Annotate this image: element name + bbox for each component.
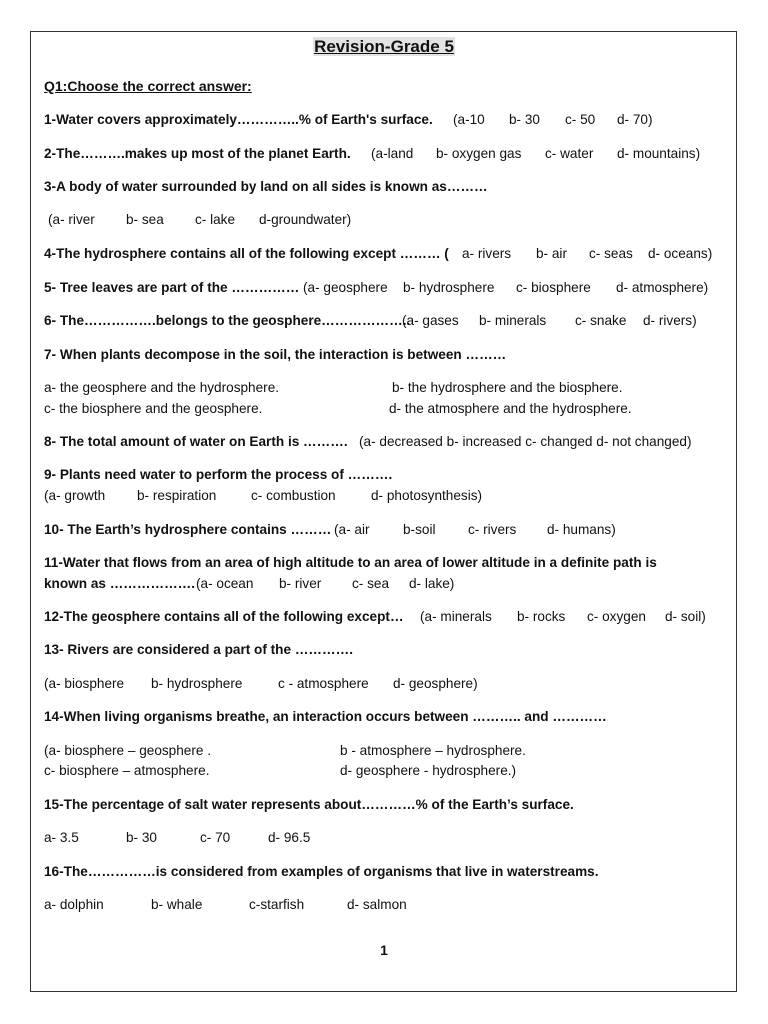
question-12-option-d: d- soil) <box>665 609 706 624</box>
question-2-option-b: b- oxygen gas <box>436 146 522 161</box>
question-14-option-c: c- biosphere – atmosphere. <box>44 763 210 778</box>
question-4-stem: 4-The hydrosphere contains all of the following except ……… ( <box>44 246 449 261</box>
question-9-option-a: (a- growth <box>44 488 106 503</box>
question-15-option-d: d- 96.5 <box>268 830 311 845</box>
question-9-option-d: d- photosynthesis) <box>371 488 483 503</box>
question-4-option-b: b- air <box>536 246 567 261</box>
question-4-option-c: c- seas <box>589 246 633 261</box>
question-11-option-c: c- sea <box>352 576 390 591</box>
question-12-option-b: b- rocks <box>517 609 566 624</box>
question-5-option-a: (a- geosphere <box>303 280 388 295</box>
question-10-stem: 10- The Earth’s hydrosphere contains ……… <box>44 522 332 537</box>
question-6-option-a: (a- gases <box>402 313 459 328</box>
question-6-option-b: b- minerals <box>479 313 547 328</box>
question-8-stem: 8- The total amount of water on Earth is ………. <box>44 434 348 449</box>
question-7-option-a: a- the geosphere and the hydrosphere. <box>44 380 280 395</box>
question-4-option-d: d- oceans) <box>648 246 713 261</box>
question-12-option-c: c- oxygen <box>587 609 646 624</box>
question-16-option-a: a- dolphin <box>44 897 104 912</box>
question-1-option-c: c- 50 <box>565 112 596 127</box>
question-1-option-b: b- 30 <box>509 112 540 127</box>
question-13-option-d: d- geosphere) <box>393 676 478 691</box>
page-number: 1 <box>380 942 388 958</box>
question-3-option-d: d-groundwater) <box>259 212 352 227</box>
question-15-stem: 15-The percentage of salt water represents about…………% of the Earth’s surface. <box>44 797 574 812</box>
question-15-option-a: a- 3.5 <box>44 830 79 845</box>
question-3-option-b: b- sea <box>126 212 164 227</box>
question-3-stem: 3-A body of water surrounded by land on all sides is known as……… <box>44 179 488 194</box>
question-14-option-a: (a- biosphere – geosphere . <box>44 743 212 758</box>
section-heading: Q1:Choose the correct answer: <box>44 78 252 94</box>
question-3-option-a: (a- river <box>48 212 95 227</box>
question-2-option-c: c- water <box>545 146 594 161</box>
question-1-stem: 1-Water covers approximately…………..% of Earth's surface. <box>44 112 433 127</box>
question-7-stem: 7- When plants decompose in the soil, the interaction is between ……… <box>44 347 507 362</box>
question-14-stem: 14-When living organisms breathe, an interaction occurs between ……….. and ………… <box>44 709 607 724</box>
page-title: Revision-Grade 5 <box>314 37 454 56</box>
question-10-option-b: b-soil <box>403 522 436 537</box>
question-16-option-b: b- whale <box>151 897 203 912</box>
question-2-stem: 2-The……….makes up most of the planet Earth. <box>44 146 351 161</box>
question-10-option-c: c- rivers <box>468 522 517 537</box>
question-9-option-c: c- combustion <box>251 488 336 503</box>
question-11-option-b: b- river <box>279 576 322 591</box>
question-5-option-d: d- atmosphere) <box>616 280 709 295</box>
question-13-option-a: (a- biosphere <box>44 676 125 691</box>
question-11-stem-line-1: 11-Water that flows from an area of high altitude to an area of lower altitude in a definite path is <box>44 555 657 570</box>
question-10-option-a: (a- air <box>334 522 370 537</box>
question-5-option-c: c- biosphere <box>516 280 591 295</box>
question-9-stem: 9- Plants need water to perform the process of ………. <box>44 467 393 482</box>
question-8-options: (a- decreased b- increased c- changed d- not changed) <box>359 434 692 449</box>
question-4-option-a: a- rivers <box>462 246 512 261</box>
question-9-option-b: b- respiration <box>137 488 217 503</box>
question-13-option-b: b- hydrosphere <box>151 676 243 691</box>
question-14-option-d: d- geosphere - hydrosphere.) <box>340 763 517 778</box>
question-2-option-d: d- mountains) <box>617 146 701 161</box>
question-6-stem: 6- The…………….belongs to the geosphere……………….. <box>44 313 411 328</box>
question-11-option-a: (a- ocean <box>196 576 254 591</box>
question-16-option-c: c-starfish <box>249 897 305 912</box>
question-6-option-d: d- rivers) <box>643 313 697 328</box>
page-border <box>30 31 737 992</box>
question-16-option-d: d- salmon <box>347 897 407 912</box>
question-5-stem: 5- Tree leaves are part of the …………… <box>44 280 300 295</box>
question-13-stem: 13- Rivers are considered a part of the …………. <box>44 642 353 657</box>
question-3-option-c: c- lake <box>195 212 236 227</box>
question-1-option-d: d- 70) <box>617 112 653 127</box>
question-7-option-c: c- the biosphere and the geosphere. <box>44 401 263 416</box>
question-15-option-c: c- 70 <box>200 830 231 845</box>
question-14-option-b: b - atmosphere – hydrosphere. <box>340 743 526 758</box>
question-16-stem: 16-The……………is considered from examples of organisms that live in waterstreams. <box>44 864 599 879</box>
question-11-option-d: d- lake) <box>409 576 455 591</box>
question-12-stem: 12-The geosphere contains all of the following except… <box>44 609 404 624</box>
question-2-option-a: (a-land <box>371 146 414 161</box>
question-5-option-b: b- hydrosphere <box>403 280 495 295</box>
question-10-option-d: d- humans) <box>547 522 616 537</box>
question-7-option-d: d- the atmosphere and the hydrosphere. <box>389 401 632 416</box>
question-13-option-c: c - atmosphere <box>278 676 369 691</box>
question-6-option-c: c- snake <box>575 313 627 328</box>
question-11-stem-line-2: known as ………………. <box>44 576 196 591</box>
question-7-option-b: b- the hydrosphere and the biosphere. <box>392 380 623 395</box>
question-12-option-a: (a- minerals <box>420 609 492 624</box>
question-15-option-b: b- 30 <box>126 830 157 845</box>
question-1-option-a: (a-10 <box>453 112 485 127</box>
